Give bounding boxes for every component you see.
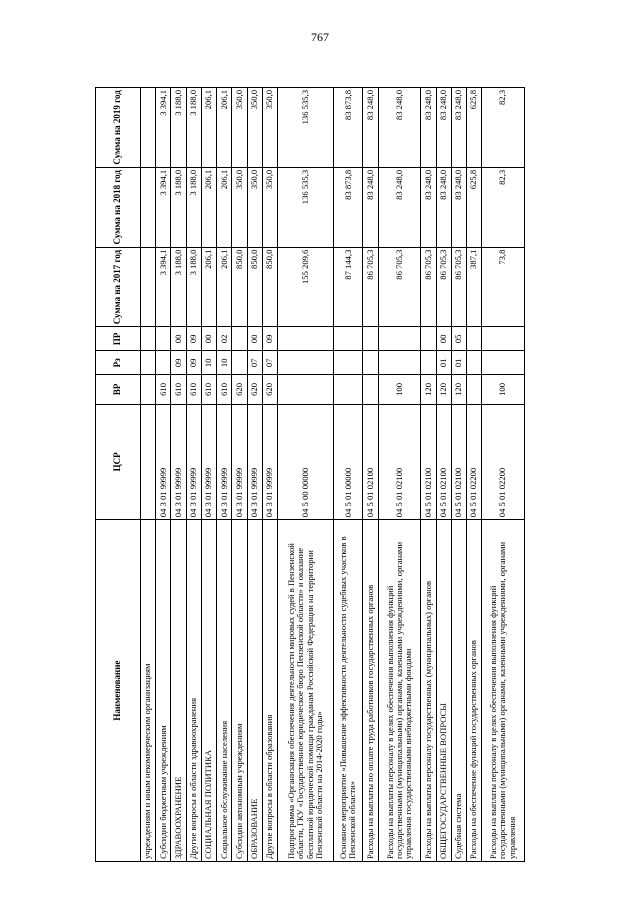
row-sum-2018: 83 873,8: [334, 167, 363, 247]
row-sum-2018: 83 248,0: [436, 167, 451, 247]
header-vr: ВР: [96, 375, 141, 404]
row-sum-2017: 387,1: [466, 247, 481, 327]
row-sum-2017: 87 144,3: [334, 247, 363, 327]
table-row: [262, 88, 277, 862]
row-name: Субсидии автономным учреждениям: [232, 520, 247, 862]
row-sum-2017: 3 394,1: [156, 247, 171, 327]
table-row: [247, 88, 262, 862]
row-sum-2018: 350,0: [262, 167, 277, 247]
row-name: Подпрограмма «Организация обеспечения деятельности мировых судей в Пензенской области, ГКУ «Государственное юридическое бюро Пензенской области» и оказание бесплатной юридической помощи гражданам Российской Федерации на территории Пензенской области на 2014-2020 годы»: [277, 520, 333, 862]
row-pr: 00: [201, 327, 216, 351]
row-vr: [141, 375, 156, 404]
row-sum-2017: [141, 247, 156, 327]
row-csr: 04 5 01 02100: [436, 404, 451, 520]
row-vr: 620: [262, 375, 277, 404]
row-sum-2018: 83 248,0: [378, 167, 421, 247]
row-sum-2018: [141, 167, 156, 247]
row-name: ОБЩЕГОСУДАРСТВЕННЫЕ ВОПРОСЫ: [436, 520, 451, 862]
header-sum-2018: Сумма на 2018 год: [96, 167, 141, 247]
row-rz: [466, 351, 481, 375]
row-name: ОБРАЗОВАНИЕ: [247, 520, 262, 862]
row-name: Социальное обслуживание населения: [217, 520, 232, 862]
row-name: Другие вопросы в области здравоохранения: [186, 520, 201, 862]
row-pr: [421, 327, 436, 351]
row-csr: 04 5 00 00000: [277, 404, 333, 520]
row-rz: 01: [436, 351, 451, 375]
row-sum-2019: 350,0: [262, 88, 277, 168]
row-rz: [482, 351, 525, 375]
row-sum-2017: 86 705,3: [421, 247, 436, 327]
table-row: [436, 88, 451, 862]
row-vr: 120: [436, 375, 451, 404]
row-sum-2017: 155 209,6: [277, 247, 333, 327]
row-sum-2018: 350,0: [232, 167, 247, 247]
row-vr: [277, 375, 333, 404]
row-csr: 04 3 01 99999: [262, 404, 277, 520]
row-sum-2018: 3 394,1: [156, 167, 171, 247]
row-rz: [232, 351, 247, 375]
row-sum-2019: 136 535,3: [277, 88, 333, 168]
table-row: [363, 88, 378, 862]
row-pr: [378, 327, 421, 351]
row-vr: [334, 375, 363, 404]
row-csr: 04 3 01 99999: [247, 404, 262, 520]
row-csr: 04 3 01 99999: [156, 404, 171, 520]
row-name: ЗДРАВООХРАНЕНИЕ: [171, 520, 186, 862]
header-name: Наименование: [96, 520, 141, 862]
row-pr: 05: [451, 327, 466, 351]
row-pr: [232, 327, 247, 351]
row-sum-2019: [141, 88, 156, 168]
table-row: [482, 88, 525, 862]
row-pr: [141, 327, 156, 351]
row-rz: 10: [201, 351, 216, 375]
row-sum-2017: 850,0: [247, 247, 262, 327]
row-sum-2019: 206,1: [217, 88, 232, 168]
row-rz: [363, 351, 378, 375]
table-row: [421, 88, 436, 862]
row-vr: 120: [451, 375, 466, 404]
row-pr: 00: [171, 327, 186, 351]
row-name: Судебная система: [451, 520, 466, 862]
row-rz: 07: [262, 351, 277, 375]
table-row: [277, 88, 333, 862]
row-csr: 04 5 01 02100: [378, 404, 421, 520]
rotated-table-wrapper: [95, 87, 525, 862]
row-name: Расходы на выплаты по оплате труда работников государственных органов: [363, 520, 378, 862]
row-csr: 04 5 01 02100: [451, 404, 466, 520]
row-sum-2019: 82,3: [482, 88, 525, 168]
row-sum-2018: 136 535,3: [277, 167, 333, 247]
row-sum-2018: 206,1: [201, 167, 216, 247]
row-sum-2017: 86 705,3: [378, 247, 421, 327]
row-sum-2019: 83 248,0: [363, 88, 378, 168]
row-name: Расходы на выплаты персоналу в целях обеспечения выполнения функций государственными (муниципальными) органами, казенными учреждениями, органами управления: [482, 520, 525, 862]
table-row: [171, 88, 186, 862]
table-row: [334, 88, 363, 862]
table-row: [201, 88, 216, 862]
row-rz: [421, 351, 436, 375]
row-sum-2019: 83 248,0: [421, 88, 436, 168]
row-csr: 04 3 01 99999: [217, 404, 232, 520]
row-sum-2018: 206,1: [217, 167, 232, 247]
row-sum-2019: 83 248,0: [378, 88, 421, 168]
row-sum-2017: 3 188,0: [186, 247, 201, 327]
row-sum-2017: 86 705,3: [363, 247, 378, 327]
row-sum-2017: 73,8: [482, 247, 525, 327]
budget-table: [95, 87, 525, 862]
row-sum-2017: 206,1: [217, 247, 232, 327]
row-sum-2017: 850,0: [232, 247, 247, 327]
header-csr: ЦСР: [96, 404, 141, 520]
row-sum-2017: 3 188,0: [171, 247, 186, 327]
row-name: Основное мероприятие «Повышение эффективности деятельности судебных участков в Пензенской области»: [334, 520, 363, 862]
row-sum-2019: 3 394,1: [156, 88, 171, 168]
row-sum-2019: 83 873,8: [334, 88, 363, 168]
row-csr: 04 3 01 99999: [232, 404, 247, 520]
row-pr: [466, 327, 481, 351]
row-vr: [363, 375, 378, 404]
table-row: [141, 88, 156, 862]
table-row: [232, 88, 247, 862]
row-pr: [363, 327, 378, 351]
row-vr: 100: [482, 375, 525, 404]
row-rz: 09: [186, 351, 201, 375]
row-name: Расходы на обеспечение функций государственных органов: [466, 520, 481, 862]
row-sum-2017: 86 705,3: [451, 247, 466, 327]
row-pr: [156, 327, 171, 351]
row-sum-2018: 3 188,0: [186, 167, 201, 247]
row-sum-2019: 350,0: [247, 88, 262, 168]
row-sum-2019: 3 188,0: [171, 88, 186, 168]
row-rz: [334, 351, 363, 375]
row-vr: [466, 375, 481, 404]
row-vr: 620: [232, 375, 247, 404]
table-row: [378, 88, 421, 862]
header-sum-2019: Сумма на 2019 год: [96, 88, 141, 168]
row-vr: 120: [421, 375, 436, 404]
row-vr: 100: [378, 375, 421, 404]
row-rz: 07: [247, 351, 262, 375]
row-sum-2019: 3 188,0: [186, 88, 201, 168]
row-csr: 04 5 01 02200: [466, 404, 481, 520]
row-rz: [141, 351, 156, 375]
row-sum-2018: 82,3: [482, 167, 525, 247]
row-vr: 610: [217, 375, 232, 404]
table-row: [451, 88, 466, 862]
row-vr: 610: [186, 375, 201, 404]
row-csr: 04 3 01 99999: [171, 404, 186, 520]
row-rz: 01: [451, 351, 466, 375]
header-pr: ПР: [96, 327, 141, 351]
row-sum-2019: 83 248,0: [451, 88, 466, 168]
row-sum-2018: 83 248,0: [421, 167, 436, 247]
row-rz: 10: [217, 351, 232, 375]
row-pr: 02: [217, 327, 232, 351]
row-vr: 610: [156, 375, 171, 404]
row-vr: 620: [247, 375, 262, 404]
row-pr: 00: [436, 327, 451, 351]
row-name: Другие вопросы в области образования: [262, 520, 277, 862]
row-pr: 09: [186, 327, 201, 351]
header-sum-2017: Сумма на 2017 год: [96, 247, 141, 327]
row-csr: 04 5 01 00000: [334, 404, 363, 520]
row-name: СОЦИАЛЬНАЯ ПОЛИТИКА: [201, 520, 216, 862]
row-rz: [156, 351, 171, 375]
row-csr: 04 3 01 99999: [201, 404, 216, 520]
table-row: [217, 88, 232, 862]
row-name: Субсидии бюджетным учреждениям: [156, 520, 171, 862]
row-sum-2017: 86 705,3: [436, 247, 451, 327]
table-row: [186, 88, 201, 862]
row-sum-2018: 625,8: [466, 167, 481, 247]
table-row: [156, 88, 171, 862]
row-sum-2019: 350,0: [232, 88, 247, 168]
header-row: [96, 88, 141, 862]
row-sum-2019: 206,1: [201, 88, 216, 168]
row-sum-2017: 206,1: [201, 247, 216, 327]
row-name: Расходы на выплаты персоналу государственных (муниципальных) органов: [421, 520, 436, 862]
row-pr: [277, 327, 333, 351]
row-sum-2019: 625,8: [466, 88, 481, 168]
row-pr: 09: [262, 327, 277, 351]
row-csr: 04 5 01 02100: [421, 404, 436, 520]
row-sum-2018: 83 248,0: [363, 167, 378, 247]
row-sum-2018: 83 248,0: [451, 167, 466, 247]
row-name: Расходы на выплаты персоналу в целях обеспечения выполнения функций государственными (муниципальными) органами, казенными учреждениями, органами управления государственными внебюджетными фондами: [378, 520, 421, 862]
row-csr: [141, 404, 156, 520]
row-sum-2018: 350,0: [247, 167, 262, 247]
row-vr: 610: [171, 375, 186, 404]
row-pr: [482, 327, 525, 351]
row-csr: 04 5 01 02100: [363, 404, 378, 520]
row-name: учреждениям и иным некоммерческим организациям: [141, 520, 156, 862]
row-pr: 00: [247, 327, 262, 351]
row-rz: 09: [171, 351, 186, 375]
row-sum-2018: 3 188,0: [171, 167, 186, 247]
row-pr: [334, 327, 363, 351]
row-sum-2019: 83 248,0: [436, 88, 451, 168]
row-csr: 04 5 01 02200: [482, 404, 525, 520]
row-csr: 04 3 01 99999: [186, 404, 201, 520]
table-row: [466, 88, 481, 862]
row-rz: [277, 351, 333, 375]
row-sum-2017: 850,0: [262, 247, 277, 327]
row-rz: [378, 351, 421, 375]
header-rz: Рз: [96, 351, 141, 375]
row-vr: 610: [201, 375, 216, 404]
page-number: 767: [311, 30, 329, 44]
